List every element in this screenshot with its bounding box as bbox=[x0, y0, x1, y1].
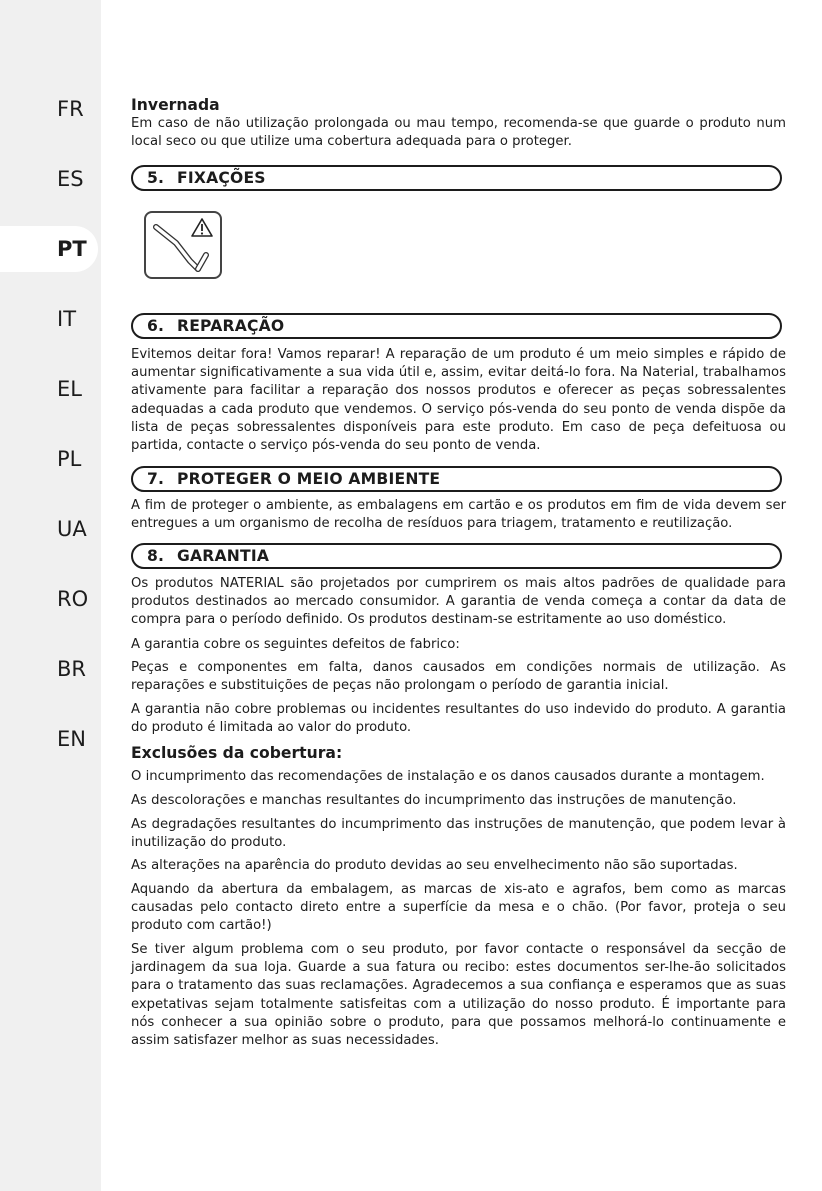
exclusion-item: O incumprimento das recomendações de instalação e os danos causados durante a montagem. bbox=[131, 769, 765, 784]
language-sidebar bbox=[0, 0, 101, 1191]
lang-tab-pt[interactable]: PT bbox=[0, 226, 98, 272]
lang-tab-fr[interactable]: FR bbox=[57, 97, 84, 121]
section-number: 8. bbox=[147, 547, 165, 565]
section-header-fixings bbox=[131, 165, 782, 191]
warranty-p1: Os produtos NATERIAL são projetados por cumprirem os mais altos padrões de qualidade para produtos destinados ao mercado consumidor. A garantia de venda começa a contar da data de compra para o período definido. Os produtos destinam-se estritamente ao uso doméstico. bbox=[131, 576, 786, 628]
section-title: PROTEGER O MEIO AMBIENTE bbox=[177, 470, 441, 488]
allen-key-warning-icon bbox=[144, 211, 222, 279]
lang-tab-it[interactable]: IT bbox=[57, 307, 77, 331]
exclusions-block bbox=[131, 792, 786, 810]
wintering-text: Em caso de não utilização prolongada ou mau tempo, recomenda-se que guarde o produto num local seco ou que utilize uma cobertura adequada para o proteger. bbox=[131, 116, 786, 150]
section-title: GARANTIA bbox=[177, 547, 270, 565]
repair-block bbox=[131, 346, 786, 455]
exclusions-block bbox=[131, 857, 786, 875]
section-header-repair bbox=[131, 313, 782, 339]
lang-tab-en[interactable]: EN bbox=[57, 727, 86, 751]
exclusions-title: Exclusões da cobertura: bbox=[131, 744, 343, 762]
section-number: 6. bbox=[147, 317, 165, 335]
lang-tab-pl[interactable]: PL bbox=[57, 447, 82, 471]
exclusion-item: Se tiver algum problema com o seu produto, por favor contacte o responsável da secção de jardinagem da sua loja. Guarde a sua fatura ou recibo: estes documentos ser-lhe-ão solicitados para o tratamento das suas reclamações. Agradecemos a sua confiança e esperamos que as suas expetativas sejam totalmente satisfeitas com a utilização do nosso produto. É importante para nós conhecer a sua opinião sobre o produto, para que possamos melhorá-lo continuamente e assim satisfazer melhor as suas necessidades. bbox=[131, 942, 786, 1049]
section-number: 5. bbox=[147, 169, 165, 187]
environment-text: A fim de proteger o ambiente, as embalagens em cartão e os produtos em fim de vida devem ser entregues a um organismo de recolha de resíduos para triagem, tratamento e reutilização. bbox=[131, 498, 786, 532]
environment-block bbox=[131, 497, 786, 533]
lang-tab-ro[interactable]: RO bbox=[57, 587, 89, 611]
exclusion-item: Aquando da abertura da embalagem, as marcas de xis-ato e agrafos, bem como as marcas causadas pelo contacto direto entre a superfície da mesa e o chão. (Por favor, proteja o seu produto com cartão!) bbox=[131, 882, 786, 934]
exclusions-block bbox=[131, 881, 786, 936]
lang-tab-es[interactable]: ES bbox=[57, 167, 84, 191]
warranty-block bbox=[131, 575, 786, 630]
exclusions-block bbox=[131, 941, 786, 1050]
lang-tab-br[interactable]: BR bbox=[57, 657, 86, 681]
exclusion-item: As degradações resultantes do incumprimento das instruções de manutenção, que podem levar à inutilização do produto. bbox=[131, 817, 786, 851]
warranty-p3: Peças e componentes em falta, danos causados em condições normais de utilização. As reparações e substituições de peças não prolongam o período de garantia inicial. bbox=[131, 660, 786, 694]
warranty-block bbox=[131, 659, 786, 695]
section-header-warranty bbox=[131, 543, 782, 569]
lang-tab-el[interactable]: EL bbox=[57, 377, 82, 401]
warranty-p2: A garantia cobre os seguintes defeitos de fabrico: bbox=[131, 637, 460, 652]
exclusions-title-block bbox=[131, 744, 786, 763]
warranty-block bbox=[131, 701, 786, 737]
exclusions-block bbox=[131, 768, 786, 786]
exclusion-item: As alterações na aparência do produto devidas ao seu envelhecimento não são suportadas. bbox=[131, 858, 738, 873]
section-title: FIXAÇÕES bbox=[177, 169, 266, 187]
wintering-block bbox=[131, 96, 786, 151]
warranty-block bbox=[131, 636, 786, 654]
lang-tab-ua[interactable]: UA bbox=[57, 517, 87, 541]
wintering-title: Invernada bbox=[131, 96, 220, 114]
section-title: REPARAÇÃO bbox=[177, 317, 285, 335]
section-number: 7. bbox=[147, 470, 165, 488]
section-header-environment bbox=[131, 466, 782, 492]
exclusions-block bbox=[131, 816, 786, 852]
repair-text: Evitemos deitar fora! Vamos reparar! A reparação de um produto é um meio simples e rápido de aumentar significativamente a sua vida útil e, assim, evitar deitá-lo fora. Na Naterial, trabalhamos ativamente para facilitar a reparação dos nossos produtos e oferecer as peças sobressalentes adequadas a cada produto que vendemos. O serviço pós-venda do seu ponto de venda dispõe da lista de peças sobressalentes disponíveis para este produto. Em caso de peça defeituosa ou partida, contacte o serviço pós-venda do seu ponto de venda. bbox=[131, 347, 786, 454]
exclusion-item: As descolorações e manchas resultantes do incumprimento das instruções de manutenção. bbox=[131, 793, 737, 808]
warranty-p4: A garantia não cobre problemas ou incidentes resultantes do uso indevido do produto. A garantia do produto é limitada ao valor do produto. bbox=[131, 702, 786, 736]
